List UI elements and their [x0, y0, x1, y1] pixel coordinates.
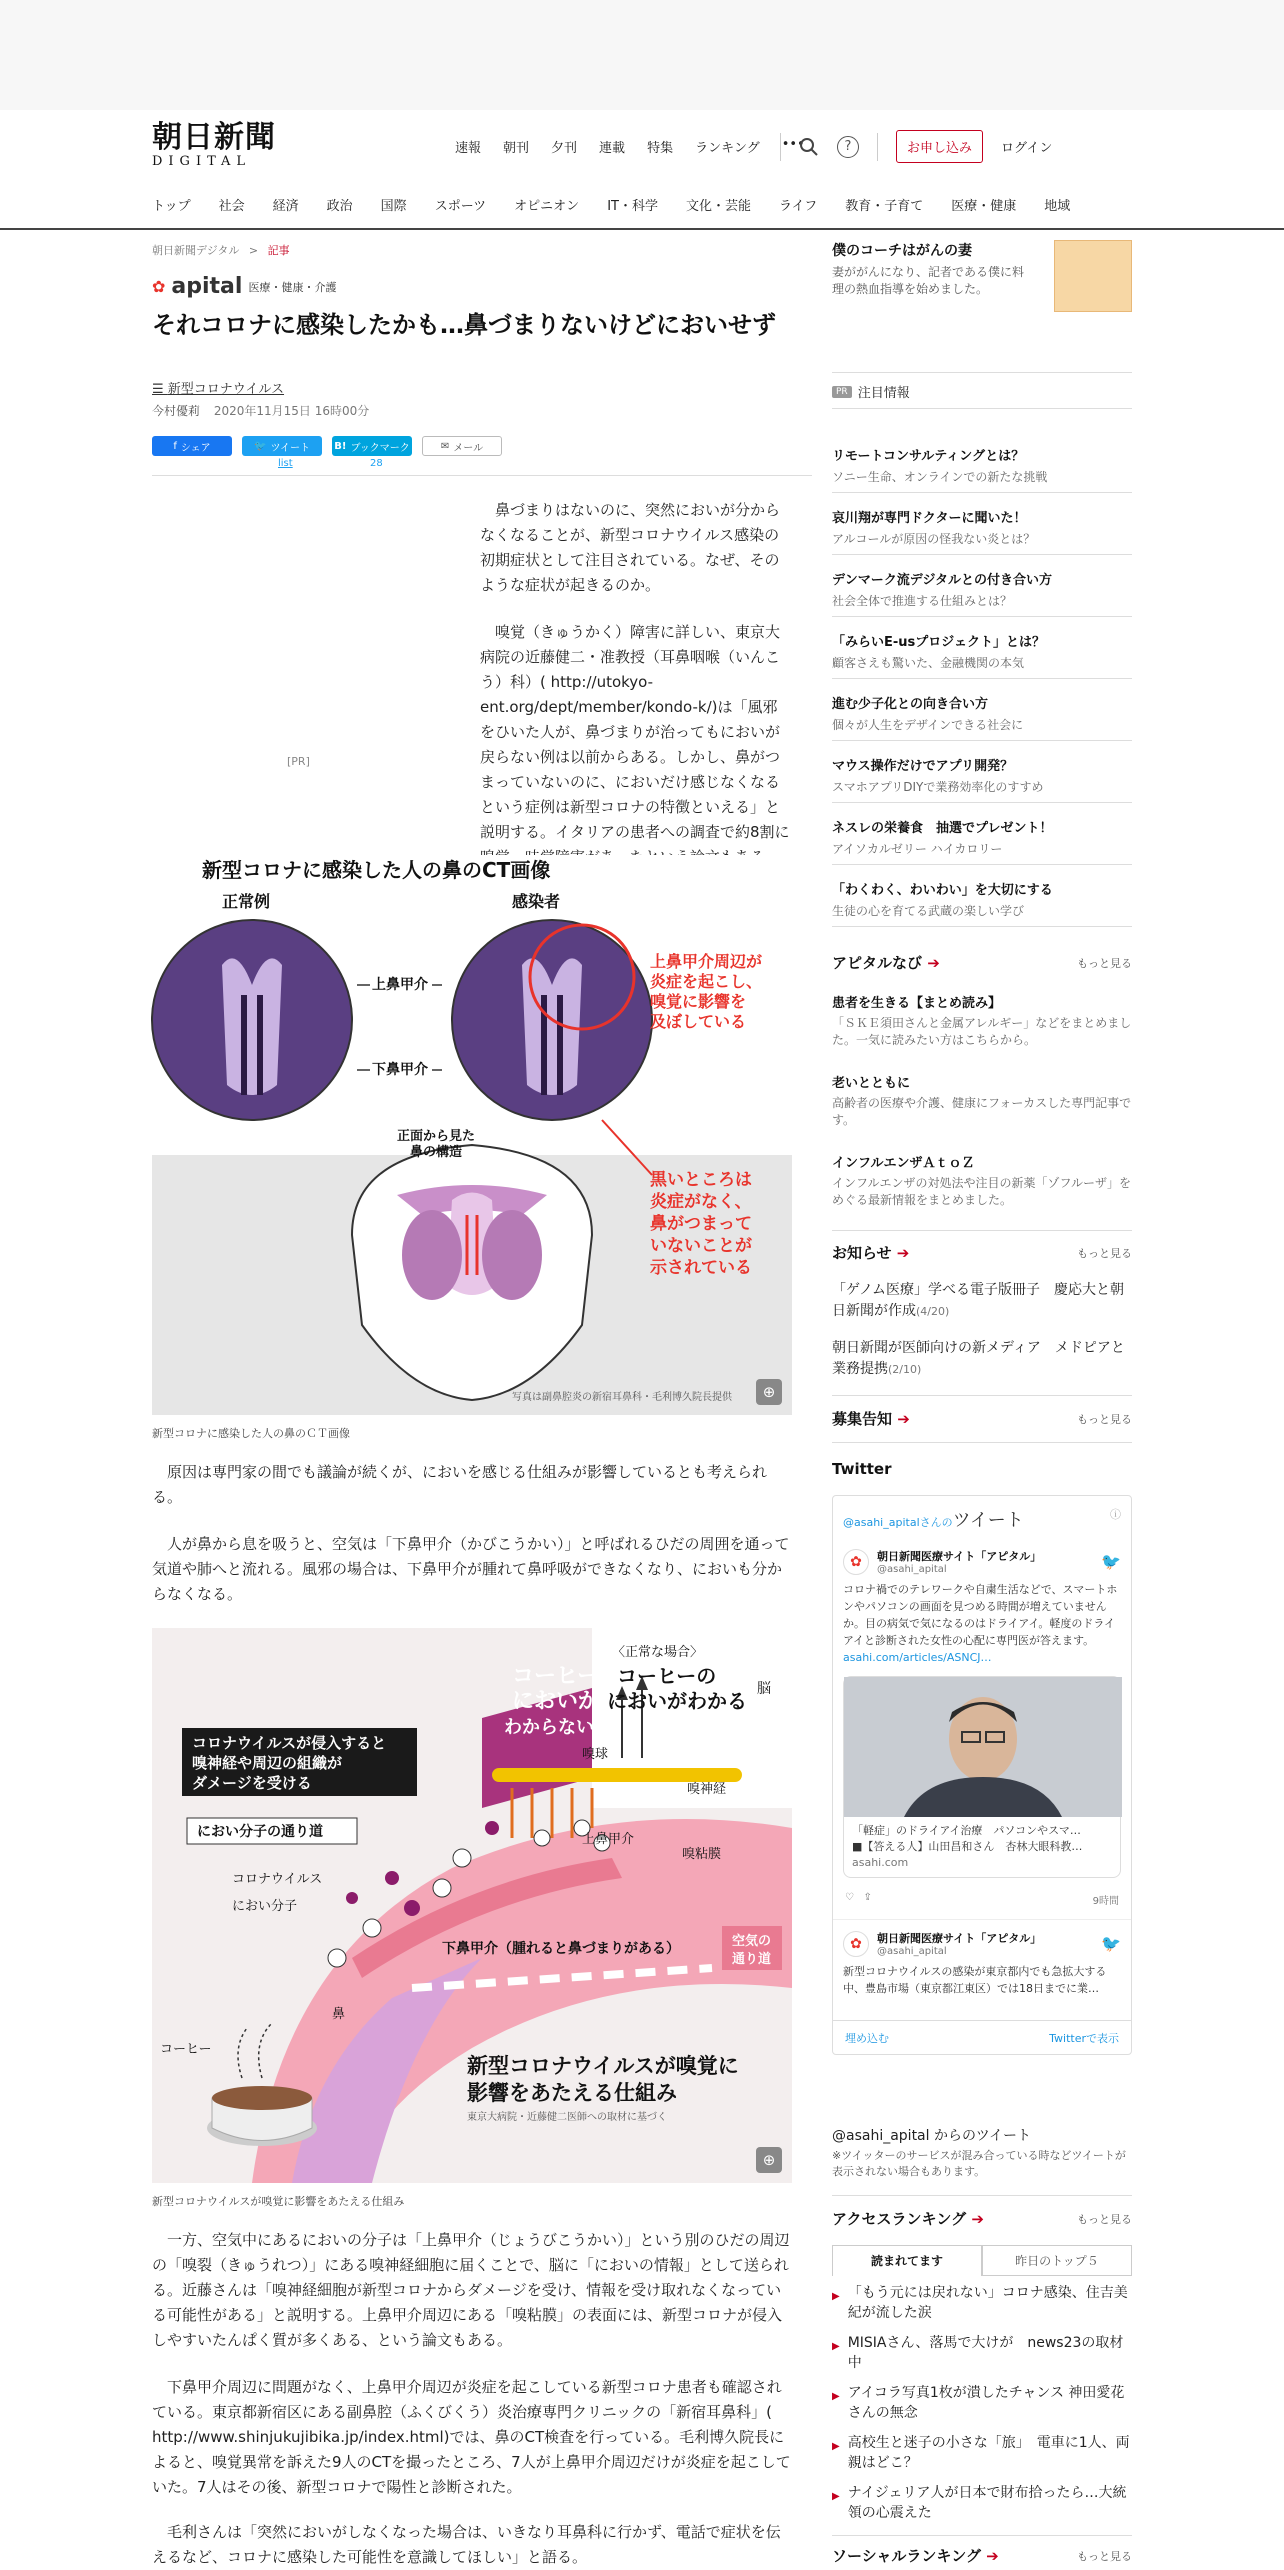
article-paragraph: 鼻づまりはないのに、突然においが分からなくなることが、新型コロナウイルス感染の初期症状として注目されている。なぜ、そのような症状が起きるのか。 [480, 501, 781, 594]
tweet-text: 新型コロナウイルスの感染が東京都内でも急拡大する中、豊島市場（東京都江東区）では18日までに業… [843, 1965, 1107, 1995]
svg-text:通り道: 通り道 [732, 1952, 772, 1967]
chevron-right-icon: ▶ [832, 2441, 840, 2452]
figure-caption: 新型コロナに感染した人の鼻のＣＴ画像 [152, 1427, 350, 1440]
cat-region[interactable]: 地域 [1044, 199, 1071, 214]
cat-health[interactable]: 医療・健康 [951, 199, 1017, 214]
coach-illustration [1054, 240, 1132, 312]
more-link[interactable]: もっと見る [1077, 956, 1132, 970]
info-icon[interactable]: ⓘ [1110, 1508, 1121, 1521]
twitter-share-button[interactable]: 🐦 ツイート [242, 436, 322, 456]
article-paragraph: 原因は専門家の間でも議論が続くが、においを感じる仕組みが影響しているとも考えられる。 [152, 1463, 768, 1506]
embed-link[interactable]: 埋め込む [845, 2031, 889, 2045]
nav-rensai[interactable]: 連載 [599, 141, 626, 156]
header-actions [780, 130, 1052, 163]
svg-text:新型コロナウイルスが嗅覚に: 新型コロナウイルスが嗅覚に [467, 2054, 739, 2078]
sponsored-item[interactable]: ネスレの栄養食 抽選でプレゼント！ アイソカルゼリー ハイカロリー [832, 821, 1053, 856]
breadcrumb-home[interactable]: 朝日新聞デジタル [152, 244, 240, 257]
twitter-bird-icon: 🐦 [1101, 1934, 1121, 1953]
ad-pr-label: [PR] [287, 755, 310, 768]
help-icon[interactable]: ? [837, 136, 859, 158]
svg-text:感染者: 感染者 [512, 892, 561, 911]
ranking-item[interactable]: ▶ 「もう元には戻れない」コロナ感染、住吉美紀が流した涙 [832, 2285, 1128, 2321]
cat-politics[interactable]: 政治 [326, 199, 353, 214]
notice-item[interactable]: 「ゲノム医療」学べる電子版冊子 慶応大と朝日新聞が作成(4/20) [832, 1282, 1125, 1319]
zoom-icon[interactable]: ⊕ [756, 2147, 782, 2173]
svg-text:上鼻甲介周辺が: 上鼻甲介周辺が [650, 952, 763, 971]
cat-society[interactable]: 社会 [218, 199, 245, 214]
sponsored-item[interactable]: 「わくわく、わいわい」を大切にする 生徒の心を育てる武蔵の楽しい学び [832, 883, 1053, 918]
divider [832, 372, 1132, 373]
chevron-right-icon: ▶ [832, 2391, 840, 2402]
svg-text:炎症がなく、: 炎症がなく、 [650, 1192, 752, 1212]
arrow-right-icon: ➔ [922, 954, 940, 972]
cat-opinion[interactable]: オピニオン [514, 199, 580, 214]
sponsored-item[interactable]: 哀川翔が専門ドクターに聞いた！ アルコールが原因の怪我ない炎とは？ [832, 511, 1036, 546]
facebook-share-button[interactable]: f シェア [152, 436, 232, 456]
breadcrumb: 朝日新聞デジタル > 記事 [152, 244, 290, 257]
svg-text:黒いところは: 黒いところは [650, 1170, 752, 1190]
arrow-right-icon: ➔ [966, 2210, 984, 2228]
social-ranking-header: ソーシャルランキング ➔ もっと見る [832, 2547, 1132, 2565]
more-menu-icon[interactable]: ••• [781, 137, 805, 152]
mechanism-figure[interactable] [152, 1628, 792, 2183]
mail-share-button[interactable]: ✉ メール [422, 436, 502, 456]
tweets-from-link[interactable]: @asahi_apital からのツイート [832, 2128, 1031, 2144]
sponsored-item[interactable]: デンマーク流デジタルとの付き合い方 社会全体で推進する仕組みとは？ [832, 573, 1052, 608]
svg-text:においがわかる: においがわかる [607, 1689, 747, 1713]
svg-text:東京大病院・近藤健二医師への取材に基づく: 東京大病院・近藤健二医師への取材に基づく [467, 2112, 667, 2123]
tweet-card-image [844, 1677, 1120, 1817]
fig1-title: 新型コロナに感染した人の鼻のCT画像 [202, 858, 551, 882]
article-paragraph: 一方、空気中にあるにおいの分子は「上鼻甲介（じょうびこうかい）」という別のひだの周辺の「嗅裂（きゅうれつ）」にある嗅神経細胞に届くことで、脳に「においの情報」として送られる。近藤さんは「嗅神経細胞が新型コロナからダメージを受け、情報を受け取れなくなっている可能性がある」と説明する。上鼻甲介周辺にある「嗅粘膜」の表面には、新型コロナが侵入しやすいたんぱく質が多くある、という論文もある。 [152, 2231, 790, 2349]
zoom-icon[interactable]: ⊕ [756, 1379, 782, 1405]
article-paragraph: 毛利さんは「突然においがしなくなった場合は、いきなり耳鼻科に行かず、電話で症状を伝えるなど、コロナに感染した可能性を意識してほしい」と語る。 [152, 2523, 781, 2566]
svg-text:嗅神経: 嗅神経 [687, 1782, 727, 1797]
tweet-account[interactable]: ✿ 朝日新聞医療サイト「アピタル」 @asahi_apital 🐦 [833, 1919, 1131, 1963]
apital-navi-item[interactable]: 患者を生きる【まとめ読み】 「ＳＫＥ須田さんと金属アレルギー」などをまとめました。一気に読みたい方はこちらから。 [832, 996, 1132, 1047]
svg-text:嗅覚に影響を: 嗅覚に影響を [650, 992, 747, 1011]
cat-sports[interactable]: スポーツ [434, 199, 487, 214]
cat-life[interactable]: ライフ [778, 199, 818, 214]
list-icon: ☰ [152, 382, 168, 397]
share-bar [152, 436, 502, 456]
subscribe-button[interactable]: お申し込み [896, 130, 983, 163]
apital-logo: apital [171, 274, 243, 299]
apital-navi-item[interactable]: インフルエンザＡｔｏＺ インフルエンザの対処法や注目の新薬「ゾフルーザ」をめぐる最新情報をまとめました。 [832, 1156, 1132, 1207]
top-nav [455, 137, 805, 156]
svg-text:嗅神経や周辺の組織が: 嗅神経や周辺の組織が [192, 1754, 343, 1772]
divider [832, 408, 1132, 409]
svg-text:コロナウイルスが侵入すると: コロナウイルスが侵入すると [192, 1734, 387, 1752]
apital-mark-icon: ✿ [152, 277, 166, 296]
svg-text:コーヒーの: コーヒーの [617, 1664, 717, 1688]
svg-text:においが: においが [512, 1689, 601, 1714]
sponsored-item[interactable]: 進む少子化との向き合い方 個々が人生をデザインできる社会に [832, 697, 1024, 732]
hatena-bookmark-button[interactable]: B! ブックマーク [332, 436, 412, 456]
apital-navi-header: アピタルなび ➔ もっと見る [832, 954, 1132, 972]
chevron-right-icon: ▶ [832, 2341, 840, 2352]
svg-text:コロナウイルス: コロナウイルス [232, 1872, 323, 1887]
avatar: ✿ [843, 1549, 869, 1575]
ranking-item[interactable]: ▶ 高校生と迷子の小さな「旅」 電車に1人、両親はどこ？ [832, 2435, 1130, 2471]
svg-text:わからない!!: わからない!! [504, 1717, 611, 1738]
svg-text:〈正常な場合〉: 〈正常な場合〉 [612, 1645, 704, 1660]
ranking-tabs [832, 2245, 1132, 2276]
nav-tokushu[interactable]: 特集 [647, 141, 674, 156]
svg-text:におい分子: におい分子 [232, 1899, 298, 1914]
cat-top[interactable]: トップ [152, 199, 191, 214]
notice-item[interactable]: 朝日新聞が医師向けの新メディア メドピアと業務提携(2/10) [832, 1340, 1125, 1377]
view-on-twitter-link[interactable]: Twitterで表示 [1049, 2031, 1119, 2045]
asahi-logo[interactable]: 朝日新聞 DIGITAL [152, 120, 276, 169]
svg-text:下鼻甲介（腫れると鼻づまりがある）: 下鼻甲介（腫れると鼻づまりがある） [442, 1941, 680, 1957]
svg-text:におい分子の通り道: におい分子の通り道 [197, 1824, 323, 1840]
ranking-item[interactable]: ▶ アイコラ写真1枚が潰したチャンス 神田愛花さんの無念 [832, 2385, 1125, 2421]
more-link[interactable]: もっと見る [1077, 2549, 1132, 2563]
hatena-count[interactable]: 28 [370, 458, 383, 469]
top-ad-space [0, 0, 1284, 110]
tab-most-read[interactable]: 読まれてます [832, 2245, 982, 2276]
sponsored-item[interactable]: リモートコンサルティングとは？ ソニー生命、オンラインでの新たな挑戦 [832, 449, 1048, 484]
svg-text:正面から見た: 正面から見た [397, 1129, 476, 1144]
svg-text:上鼻甲介: 上鼻甲介 [582, 1832, 635, 1847]
tweet-text: コロナ禍でのテレワークや自粛生活などで、スマートホンやパソコンの画面を見つめる時間が増えていませんか。目の病気で気になるのはドライアイ。軽度のドライアイと診断された女性の心配に専門医が答えます。asahi.com/articles/ASNCJ… [843, 1583, 1118, 1664]
author: 今村優莉 [152, 404, 201, 418]
apital-category: 医療・健康・介護 [248, 280, 337, 294]
login-link[interactable]: ログイン [1001, 141, 1053, 156]
mechanism-illustration [152, 1628, 792, 2183]
arrow-right-icon: ➔ [891, 1244, 910, 1262]
chevron-right-icon: ▶ [832, 2491, 840, 2502]
site-header [0, 110, 1284, 230]
share-icon[interactable]: ⇪ [863, 1892, 872, 1903]
cat-economy[interactable]: 経済 [272, 199, 299, 214]
more-link[interactable]: もっと見る [1077, 2212, 1132, 2226]
sponsored-item[interactable]: 「みらいE-usプロジェクト」とは？ 顧客さえも驚いた、金融機関の本気 [832, 635, 1046, 670]
svg-text:写真は副鼻腔炎の新宿耳鼻科・毛利博久院長提供: 写真は副鼻腔炎の新宿耳鼻科・毛利博久院長提供 [512, 1392, 732, 1403]
nav-chokan[interactable]: 朝刊 [503, 141, 530, 156]
tweet-card[interactable]: 「軽症」のドライアイ治療 パソコンやスマ… ■【答える人】山田昌和さん 杏林大眼科教… asahi.com [843, 1676, 1121, 1878]
ranking-item[interactable]: ▶ MISIAさん、落馬で大けが news23の取材中 [832, 2335, 1124, 2371]
breadcrumb-current: 記事 [267, 244, 290, 257]
svg-text:鼻の構造: 鼻の構造 [410, 1145, 463, 1160]
svg-text:正常例: 正常例 [222, 892, 271, 911]
svg-text:ダメージを受ける: ダメージを受ける [192, 1774, 312, 1792]
svg-text:示されている: 示されている [650, 1258, 752, 1278]
article-paragraph: 嗅覚（きゅうかく）障害に詳しい、東京大病院の近藤健二・准教授（耳鼻咽喉（いんこう）科）( http://utokyo-ent.org/dept/member/kondo-k/)は「風邪をひいた人が、鼻づまりが治ってもにおいが戻らない例は以前からある。しかし、鼻がつまっていないのに、においだけ感じなくなるという症例は新型コロナの特徴といえる」と説明する。イタリアの患者への調査で約8割に [480, 623, 790, 841]
nav-sokuho[interactable]: 速報 [455, 141, 482, 156]
apital-brand[interactable] [152, 274, 336, 299]
cat-culture[interactable]: 文化・芸能 [685, 199, 751, 214]
arrow-right-icon: ➔ [980, 2547, 999, 2565]
tweet-time[interactable]: 9時間 [1092, 1896, 1119, 1907]
ranking-item[interactable]: ▶ ナイジェリア人が日本で財布拾ったら…大統領の心震えた [832, 2485, 1127, 2521]
svg-text:影響をあたえる仕組み: 影響をあたえる仕組み [467, 2081, 677, 2105]
like-icon[interactable]: ♡ [845, 1892, 854, 1903]
svg-text:脳: 脳 [757, 1681, 771, 1697]
article-paragraph: 下鼻甲介周辺に問題がなく、上鼻甲介周辺が炎症を起こしている新型コロナ患者も確認されている。東京都新宿区にある副鼻腔（ふくびくう）炎治療専門クリニックの「新宿耳鼻科」( http://www.shinjukujibika.jp/index.html)では、鼻のCT検査を行っている。毛利博久院長によると、嗅覚異常を訴えた9人のCTを撮ったところ、7人が上鼻甲介周辺だけが炎症を起こしていた。7人はその後、新型コロナで陽性と診断された。 [152, 2378, 791, 2496]
mail-icon: ✉ [440, 440, 450, 452]
twitter-handle-link[interactable]: @asahi_apitalさんの [843, 1516, 953, 1529]
byline [152, 402, 369, 419]
oshirase-header: お知らせ ➔ もっと見る [832, 1244, 1132, 1262]
cat-education[interactable]: 教育・子育て [845, 199, 924, 214]
page-title: それコロナに感染したかも…鼻づまりないけどにおいせず [152, 311, 776, 339]
cat-it-science[interactable]: IT・科学 [607, 199, 658, 214]
sponsored-item[interactable]: マウス操作だけでアプリ開発？ スマホアプリDIYで業務効率化のすすめ [832, 759, 1044, 794]
divider [877, 133, 878, 161]
apital-navi-item[interactable]: 老いとともに 高齢者の医療や介護、健康にフォーカスした専門記事です。 [832, 1076, 1132, 1127]
more-link[interactable]: もっと見る [1077, 1246, 1132, 1260]
chumoku-header: PR 注目情報 [832, 382, 910, 401]
topic-tag[interactable]: ☰ 新型コロナウイルス [152, 382, 285, 397]
svg-text:いないことが: いないことが [650, 1236, 752, 1256]
twitter-icon: 🐦 [254, 440, 267, 452]
svg-text:炎症を起こし、: 炎症を起こし、 [650, 972, 763, 991]
svg-text:鼻: 鼻 [332, 2007, 346, 2022]
tab-yesterday-top5[interactable]: 昨日のトップ５ [982, 2245, 1132, 2276]
article-paragraph: 人が鼻から息を吸うと、空気は「下鼻甲介（かびこうかい）」と呼ばれるひだの周囲を通って気道や肺へと流れる。風邪の場合は、下鼻甲介が腫れて鼻呼吸ができなくなり、においも分からなくなる。 [152, 1535, 790, 1603]
twitter-bird-icon: 🐦 [1101, 1552, 1121, 1571]
svg-text:嗅球: 嗅球 [582, 1747, 609, 1762]
svg-text:鼻がつまって: 鼻がつまって [650, 1214, 752, 1234]
svg-text:下鼻甲介: 下鼻甲介 [372, 1062, 428, 1078]
svg-text:上鼻甲介: 上鼻甲介 [372, 977, 428, 993]
figure-caption: 新型コロナウイルスが嗅覚に影響をあたえる仕組み [152, 2195, 405, 2208]
twitter-count[interactable]: list [278, 458, 293, 469]
svg-text:嗅粘膜: 嗅粘膜 [682, 1847, 722, 1862]
cat-international[interactable]: 国際 [380, 199, 407, 214]
nav-yukan[interactable]: 夕刊 [551, 141, 578, 156]
arrow-right-icon: ➔ [892, 1410, 910, 1428]
svg-text:コーヒーの: コーヒーの [512, 1664, 622, 1689]
ct-illustration [152, 855, 792, 1415]
svg-text:コーヒー: コーヒー [160, 2042, 212, 2057]
divider [780, 133, 781, 161]
divider [152, 475, 812, 476]
facebook-icon: f [173, 440, 177, 452]
search-icon[interactable] [799, 137, 819, 157]
ranking-header: アクセスランキング ➔ もっと見る [832, 2210, 1132, 2228]
svg-text:空気の: 空気の [732, 1934, 772, 1949]
tweet-link[interactable]: asahi.com/articles/ASNCJ… [843, 1651, 992, 1664]
chevron-right-icon: ▶ [832, 2291, 840, 2302]
publish-date: 2020年11月15日 16時00分 [213, 404, 370, 418]
category-nav [152, 195, 1070, 214]
coach-promo[interactable]: 僕のコーチはがんの妻 妻ががんになり、記者である僕に料理の熱血指導を始めました。 [832, 240, 1132, 310]
nav-ranking[interactable]: ランキング [695, 141, 760, 156]
more-link[interactable]: もっと見る [1077, 1412, 1132, 1426]
twitter-note: ※ツイッターのサービスが混み合っている時などツイートが表示されない場合もあります。 [832, 2149, 1126, 2178]
boshu-header: 募集告知 ➔ もっと見る [832, 1410, 1132, 1428]
svg-text:及ぼしている: 及ぼしている [650, 1012, 747, 1031]
twitter-label: Twitter [832, 1460, 892, 1478]
tweet-account[interactable]: ✿ 朝日新聞医療サイト「アピタル」 @asahi_apital 🐦 [833, 1542, 1131, 1581]
twitter-timeline: @asahi_apitalさんのツイート ⓘ ✿ 朝日新聞医療サイト「アピタル」 @asahi_apital 🐦 コロナ禍でのテレワークや自粛生活などで、スマートホンやパソコンの画面を見つめる時間が増えていませんか。目の病気で気になるのはドライアイ。軽度のドライアイと診断された女性の心配に専門医が答えます。asahi.com/articles/ASNCJ… 「軽症」のドライアイ治療 パソコンやスマ… ■【答える人】山田昌和さん 杏林大眼科教… asahi.com ♡ ⇪ 9時間 ✿ 朝日新聞医療サイト「アピタル」 @asahi_apital 🐦 新型コロナウイルスの感染が東京都内でも急拡大する中、豊島市場（東京都江東区）では18日までに業… 埋め込む Twitterで表示 [832, 1495, 1132, 2055]
hatena-icon: B! [334, 440, 347, 452]
ct-image-figure[interactable] [152, 855, 792, 1415]
avatar: ✿ [843, 1931, 869, 1957]
